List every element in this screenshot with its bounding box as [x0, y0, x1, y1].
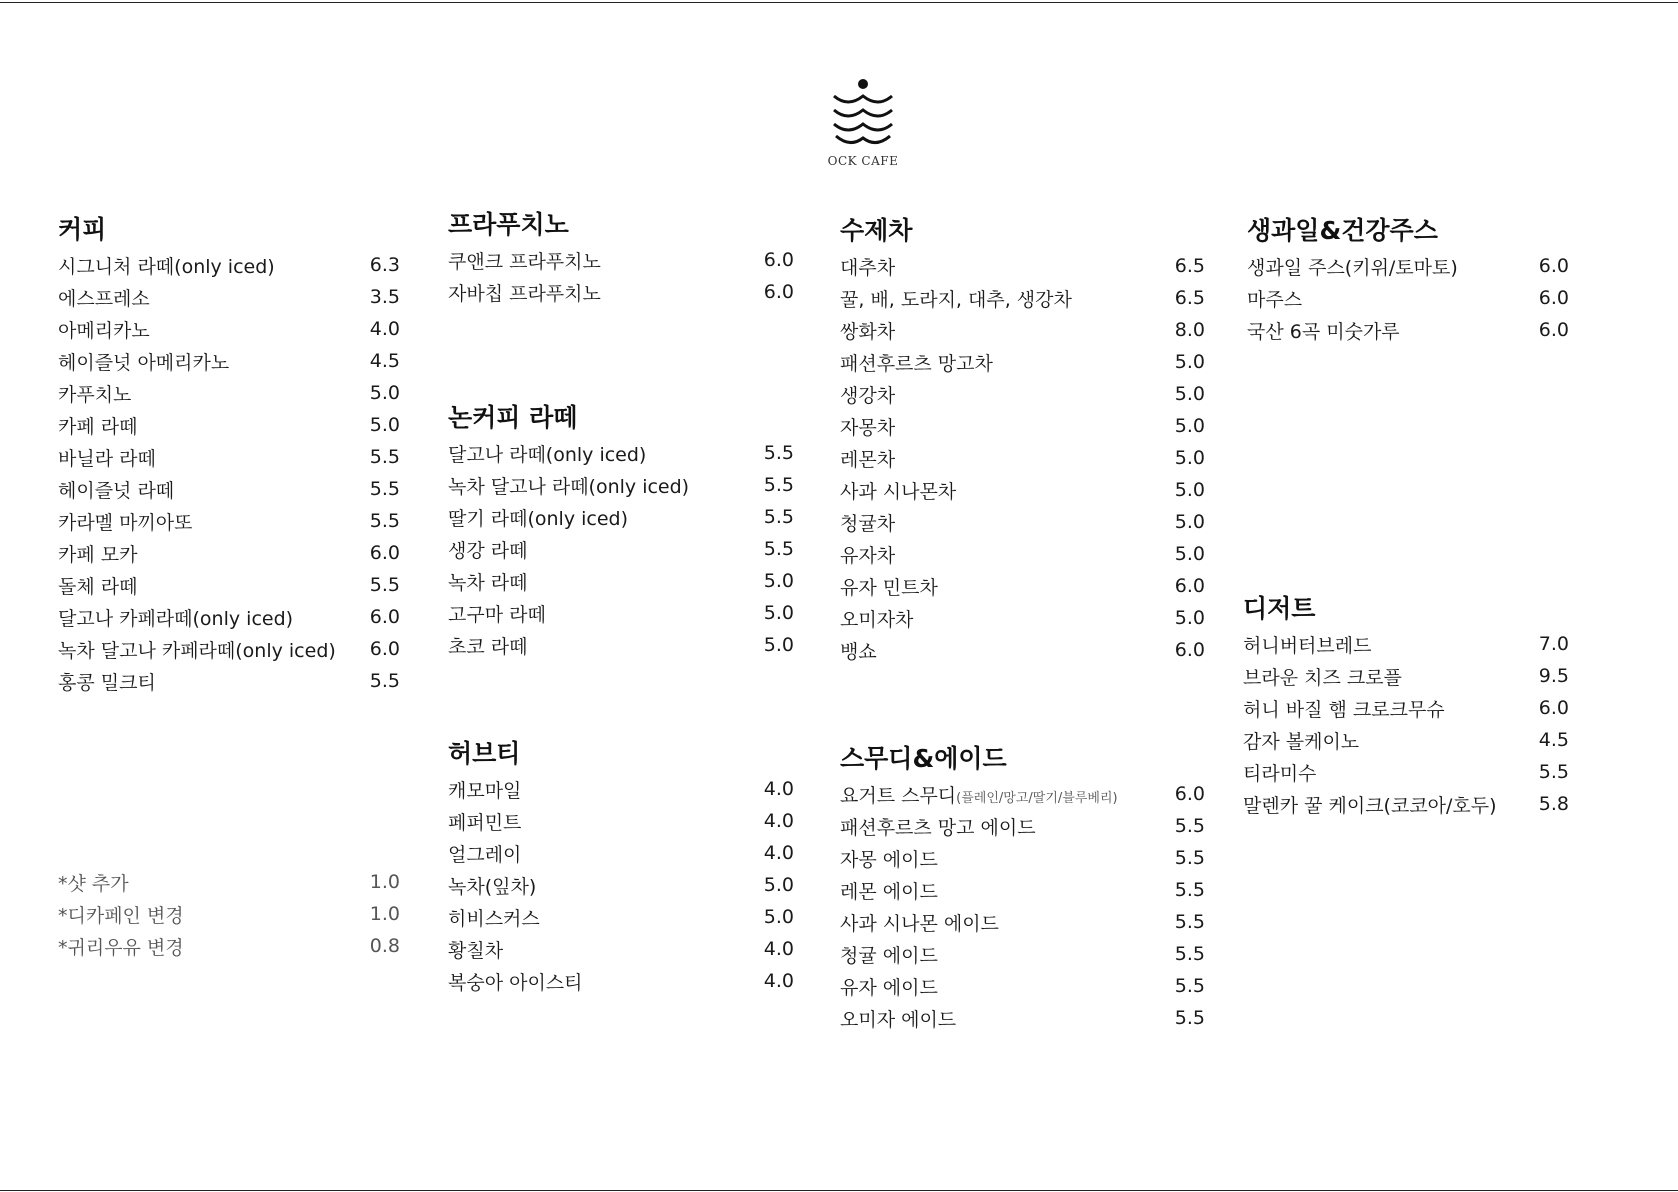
menu-item-price: 6.0 [369, 542, 400, 564]
menu-item [448, 837, 794, 869]
menu-item-name: 헤이즐넛 라떼 [58, 479, 175, 502]
menu-item-name: 자몽차 [840, 416, 896, 439]
menu-item-price: 6.0 [1174, 639, 1205, 661]
menu-item [1247, 250, 1569, 282]
menu-item-name: 감자 볼케이노 [1243, 730, 1360, 753]
section-title-herbtea: 허브티 [448, 739, 521, 768]
menu-item-name: 오미자차 [840, 608, 914, 631]
menu-item-name: 허니버터브레드 [1243, 634, 1372, 657]
menu-item [448, 501, 794, 533]
menu-item-price: 5.5 [763, 506, 794, 528]
menu-item-name: 레몬 에이드 [840, 880, 938, 903]
section-title-noncoffee: 논커피 라떼 [448, 403, 578, 432]
menu-item-price: 4.0 [763, 842, 794, 864]
menu-item-name: 고구마 라떼 [448, 603, 546, 626]
menu-item [840, 538, 1205, 570]
menu-item-price: 8.0 [1174, 319, 1205, 341]
menu-item [448, 244, 794, 276]
menu-item-name: 헤이즐넛 아메리카노 [58, 351, 230, 374]
menu-item-name: 시그니처 라떼(only iced) [58, 255, 275, 278]
menu-item-name: 페퍼민트 [448, 811, 522, 834]
menu-item [840, 314, 1205, 346]
menu-item-price: 5.0 [1174, 351, 1205, 373]
section-title-dessert: 디저트 [1243, 594, 1316, 623]
menu-item [448, 276, 794, 308]
menu-item-name: 마주스 [1247, 288, 1303, 311]
menu-item-name: 에스프레소 [58, 287, 150, 310]
menu-item-name: 바닐라 라떼 [58, 447, 156, 470]
section-title-coffee: 커피 [58, 215, 107, 244]
menu-item-name: 얼그레이 [448, 843, 522, 866]
dessert-list [1243, 628, 1569, 820]
menu-item-price: 5.0 [763, 874, 794, 896]
menu-item [448, 437, 794, 469]
menu-item-name: 뱅쇼 [840, 640, 877, 663]
menu-item-name: 녹차(잎차) [448, 875, 537, 898]
section-noncoffee [448, 399, 794, 661]
section-frappuccino [448, 206, 794, 308]
menu-item [840, 874, 1205, 906]
menu-item-price: 5.0 [1174, 479, 1205, 501]
menu-item-price: 5.8 [1538, 793, 1569, 815]
menu-item [840, 378, 1205, 410]
menu-item-price: 5.5 [1174, 911, 1205, 933]
menu-item-price: 4.0 [763, 938, 794, 960]
menu-item [58, 665, 400, 697]
menu-item-name [840, 781, 1118, 808]
menu-item-name: 대추차 [840, 256, 896, 279]
menu-item [840, 810, 1205, 842]
menu-item-name: 꿀, 배, 도라지, 대추, 생강차 [840, 288, 1072, 311]
menu-item-price: 6.5 [1174, 287, 1205, 309]
menu-item-name: 카페 라떼 [58, 415, 138, 438]
menu-item [448, 773, 794, 805]
menu-item-price: 4.5 [369, 350, 400, 372]
herbtea-list [448, 773, 794, 997]
menu-item [840, 506, 1205, 538]
menu-item [448, 565, 794, 597]
menu-item [840, 1002, 1205, 1034]
frappuccino-list [448, 244, 794, 308]
menu-item-name: 유자차 [840, 544, 896, 567]
menu-item-name: 녹차 달고나 라떼(only iced) [448, 475, 690, 498]
menu-item-price: 6.0 [1538, 287, 1569, 309]
menu-item-price: 6.0 [369, 606, 400, 628]
menu-item [58, 601, 400, 633]
menu-item-name: 달고나 라떼(only iced) [448, 443, 647, 466]
menu-item [840, 442, 1205, 474]
menu-item [840, 346, 1205, 378]
handmade-tea-list [840, 250, 1205, 666]
menu-item [840, 938, 1205, 970]
menu-item-price: 1.0 [369, 903, 400, 925]
menu-item [1243, 788, 1569, 820]
menu-item [58, 569, 400, 601]
menu-item-price: 4.0 [763, 778, 794, 800]
menu-item-name: *귀리우유 변경 [58, 936, 184, 959]
menu-item-price: 6.0 [1174, 575, 1205, 597]
menu-item [448, 933, 794, 965]
menu-item [1243, 628, 1569, 660]
menu-item-price: 5.5 [369, 574, 400, 596]
menu-item-price: 5.0 [763, 570, 794, 592]
menu-item-name: 녹차 라떼 [448, 571, 528, 594]
menu-item [840, 602, 1205, 634]
menu-item-price: 5.0 [1174, 543, 1205, 565]
menu-item [1243, 724, 1569, 756]
menu-item [58, 505, 400, 537]
menu-item-price: 5.5 [369, 670, 400, 692]
menu-item [58, 866, 400, 898]
juice-list [1247, 250, 1569, 346]
menu-item-name: *디카페인 변경 [58, 904, 184, 927]
menu-item-name: 캐모마일 [448, 779, 522, 802]
menu-item-name: 국산 6곡 미숫가루 [1247, 320, 1400, 343]
menu-item [1247, 282, 1569, 314]
menu-item [1243, 692, 1569, 724]
menu-item [58, 409, 400, 441]
menu-item [840, 410, 1205, 442]
menu-item-name: 초코 라떼 [448, 635, 528, 658]
menu-item [58, 377, 400, 409]
menu-item [448, 869, 794, 901]
menu-item-name: 유자 민트차 [840, 576, 938, 599]
menu-item-price: 6.0 [763, 281, 794, 303]
menu-item-name: 복숭아 아이스티 [448, 971, 583, 994]
menu-item [840, 250, 1205, 282]
cafe-logo [803, 78, 923, 168]
menu-item-price: 4.0 [763, 970, 794, 992]
menu-item-name: 생과일 주스(키위/토마토) [1247, 256, 1458, 279]
menu-item [58, 473, 400, 505]
menu-item [448, 629, 794, 661]
menu-item [58, 441, 400, 473]
menu-item-price: 5.5 [1174, 975, 1205, 997]
menu-item-name: 생강차 [840, 384, 896, 407]
menu-item-name: 사과 시나몬 에이드 [840, 912, 999, 935]
menu-item-name: 아메리카노 [58, 319, 150, 342]
menu-item [1243, 660, 1569, 692]
smoothie-ade-list [840, 810, 1205, 1034]
menu-item [58, 345, 400, 377]
menu-item-price: 5.5 [1174, 879, 1205, 901]
menu-item [58, 313, 400, 345]
menu-item-price: 3.5 [369, 286, 400, 308]
menu-item-price: 5.0 [763, 602, 794, 624]
menu-item [840, 474, 1205, 506]
menu-item-price: 5.0 [1174, 511, 1205, 533]
menu-item [448, 901, 794, 933]
menu-item-name: 사과 시나몬차 [840, 480, 957, 503]
menu-item-price: 5.0 [763, 906, 794, 928]
menu-item-name: 허니 바질 햄 크로크무슈 [1243, 698, 1445, 721]
extras-list [58, 866, 400, 962]
menu-item-yogurt-smoothie [840, 778, 1205, 810]
menu-item-price: 1.0 [369, 871, 400, 893]
menu-item-price: 5.0 [1174, 383, 1205, 405]
menu-item-price: 6.0 [1174, 783, 1205, 805]
wave-logo-icon [830, 78, 896, 148]
menu-item-name: 티라미수 [1243, 762, 1317, 785]
menu-item-price: 4.0 [369, 318, 400, 340]
menu-item [58, 633, 400, 665]
section-extras [58, 866, 400, 962]
menu-item [448, 597, 794, 629]
yogurt-smoothie-flavors: (플레인/망고/딸기/블루베리) [956, 790, 1118, 806]
menu-item-price: 5.5 [369, 510, 400, 532]
section-smoothie-ade [840, 740, 1205, 1034]
top-border [0, 2, 1678, 3]
menu-item [840, 970, 1205, 1002]
menu-item [840, 570, 1205, 602]
menu-item-price: 5.5 [369, 446, 400, 468]
menu-item-name: 패션후르츠 망고차 [840, 352, 993, 375]
section-juice [1247, 212, 1569, 346]
menu-item-price: 6.0 [1538, 255, 1569, 277]
menu-item-price: 5.0 [1174, 447, 1205, 469]
menu-item-price: 5.5 [763, 474, 794, 496]
menu-item-name: 쌍화차 [840, 320, 896, 343]
menu-item-name: 쿠앤크 프라푸치노 [448, 250, 601, 273]
menu-item [58, 930, 400, 962]
menu-item-price: 5.0 [369, 382, 400, 404]
menu-item [448, 533, 794, 565]
menu-item-price: 5.5 [369, 478, 400, 500]
menu-item [840, 282, 1205, 314]
section-title-handmade-tea: 수제차 [840, 216, 913, 245]
menu-item-name: 카페 모카 [58, 543, 138, 566]
section-coffee [58, 211, 400, 697]
menu-item [448, 805, 794, 837]
section-dessert [1243, 590, 1569, 820]
section-title-smoothie-ade: 스무디&에이드 [840, 744, 1007, 773]
menu-item-price: 6.0 [1538, 319, 1569, 341]
menu-item-price: 5.0 [763, 634, 794, 656]
menu-item-price: 5.5 [1538, 761, 1569, 783]
menu-item-price: 5.5 [763, 442, 794, 464]
menu-item-name: 청귤차 [840, 512, 896, 535]
coffee-list [58, 249, 400, 697]
menu-item-name: 말렌카 꿀 케이크(코코아/호두) [1243, 794, 1497, 817]
menu-item [840, 842, 1205, 874]
menu-item-price: 9.5 [1538, 665, 1569, 687]
menu-item-name: 자바칩 프라푸치노 [448, 282, 601, 305]
menu-item-name: 달고나 카페라떼(only iced) [58, 607, 294, 630]
menu-item [58, 898, 400, 930]
bottom-border [0, 1190, 1678, 1191]
menu-item-name: 카라멜 마끼아또 [58, 511, 193, 534]
menu-item-price: 5.5 [1174, 943, 1205, 965]
menu-item-price: 6.0 [1538, 697, 1569, 719]
menu-item-price: 5.5 [1174, 815, 1205, 837]
section-title-juice: 생과일&건강주스 [1247, 216, 1438, 245]
menu-item-name: 생강 라떼 [448, 539, 528, 562]
menu-item-name: 유자 에이드 [840, 976, 938, 999]
menu-item-name: 패션후르츠 망고 에이드 [840, 816, 1036, 839]
menu-item [840, 634, 1205, 666]
menu-item [58, 281, 400, 313]
menu-item-price: 0.8 [369, 935, 400, 957]
menu-item [840, 906, 1205, 938]
menu-item-price: 6.0 [369, 638, 400, 660]
section-title-frappuccino: 프라푸치노 [448, 210, 569, 239]
menu-item-name: 녹차 달고나 카페라떼(only iced) [58, 639, 336, 662]
menu-item-price: 6.5 [1174, 255, 1205, 277]
menu-item-price: 6.3 [369, 254, 400, 276]
menu-item-name: *샷 추가 [58, 872, 129, 895]
menu-item-price: 6.0 [763, 249, 794, 271]
menu-item-price: 5.0 [369, 414, 400, 436]
menu-item-price: 5.0 [1174, 415, 1205, 437]
menu-item-name: 오미자 에이드 [840, 1008, 957, 1031]
noncoffee-list [448, 437, 794, 661]
menu-item-price: 4.5 [1538, 729, 1569, 751]
menu-item-price: 4.0 [763, 810, 794, 832]
menu-item-name: 돌체 라떼 [58, 575, 138, 598]
menu-item [58, 249, 400, 281]
menu-item [1247, 314, 1569, 346]
menu-item-name: 레몬차 [840, 448, 896, 471]
section-herbtea [448, 735, 794, 997]
menu-item [448, 469, 794, 501]
cafe-name: OCK CAFE [827, 154, 899, 168]
menu-item-price: 7.0 [1538, 633, 1569, 655]
menu-item-name: 브라운 치즈 크로플 [1243, 666, 1402, 689]
section-handmade-tea [840, 212, 1205, 666]
menu-item-name: 카푸치노 [58, 383, 132, 406]
menu-item-price: 5.5 [763, 538, 794, 560]
menu-item-price: 5.0 [1174, 607, 1205, 629]
menu-item [1243, 756, 1569, 788]
yogurt-smoothie-name: 요거트 스무디 [840, 784, 957, 807]
menu-item-name: 홍콩 밀크티 [58, 671, 156, 694]
menu-item-name: 청귤 에이드 [840, 944, 938, 967]
menu-item-price: 5.5 [1174, 1007, 1205, 1029]
menu-item-name: 황칠차 [448, 939, 504, 962]
menu-item-name: 히비스커스 [448, 907, 540, 930]
menu-item-name: 딸기 라떼(only iced) [448, 507, 628, 530]
menu-item [58, 537, 400, 569]
menu-item-name: 자몽 에이드 [840, 848, 938, 871]
menu-item [448, 965, 794, 997]
menu-item-price: 5.5 [1174, 847, 1205, 869]
